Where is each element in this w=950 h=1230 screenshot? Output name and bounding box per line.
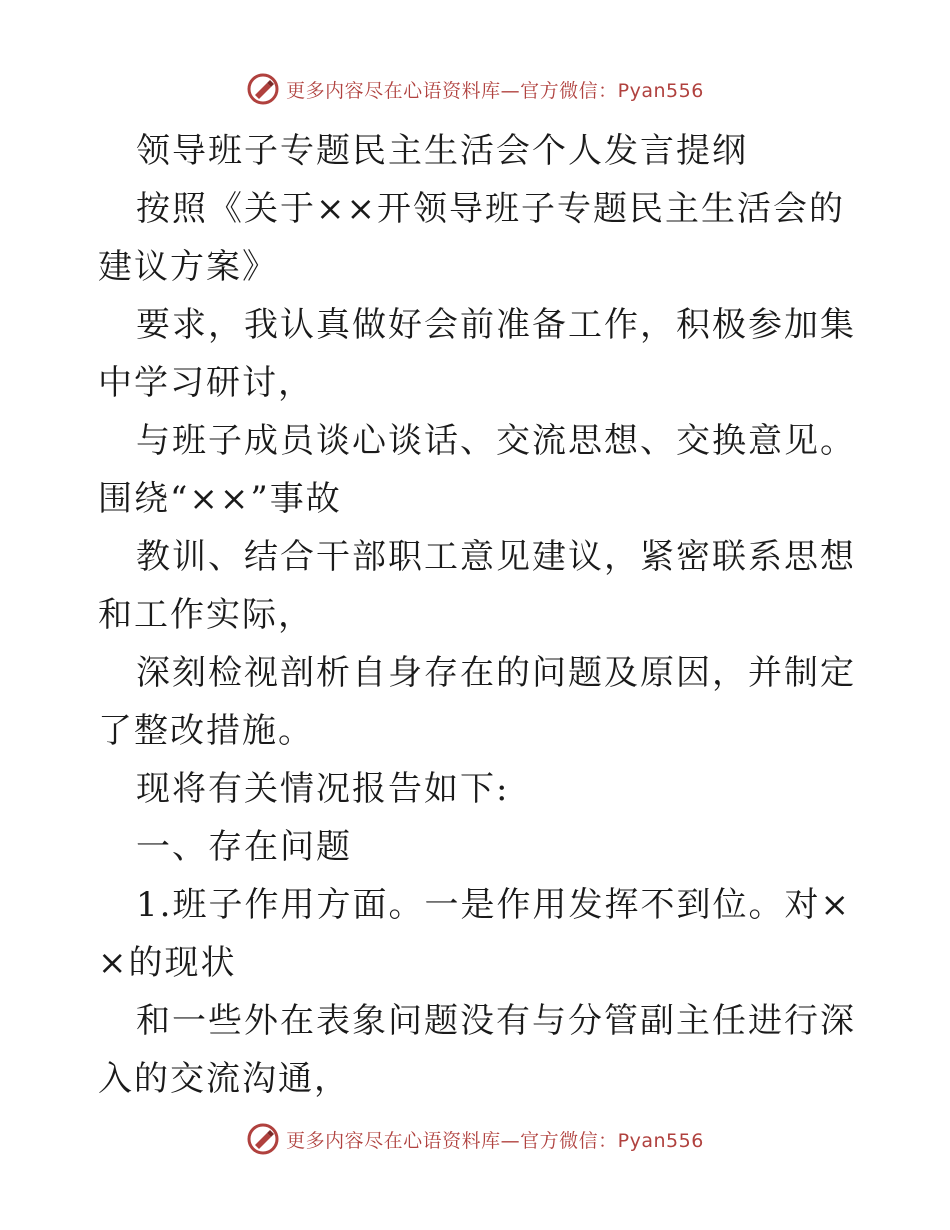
brand-logo-icon	[246, 72, 280, 106]
paragraph: 教训、结合干部职工意见建议，紧密联系思想和工作实际，	[98, 537, 856, 635]
watermark-text: 更多内容尽在心语资料库—官方微信：Pyan556	[286, 1129, 704, 1152]
brand-logo-icon	[246, 1122, 280, 1156]
paragraph: 和一些外在表象问题没有与分管副主任进行深入的交流沟通，	[98, 1001, 856, 1099]
footer-watermark	[0, 1122, 950, 1156]
paragraph: 1.班子作用方面。一是作用发挥不到位。对××的现状	[98, 885, 851, 983]
paragraph: 现将有关情况报告如下:	[136, 769, 510, 809]
document-body	[98, 122, 858, 1108]
header-watermark	[0, 72, 950, 106]
paragraph: 按照《关于××开领导班子专题民主生活会的建议方案》	[98, 189, 845, 287]
document-title: 领导班子专题民主生活会个人发言提纲	[136, 131, 748, 171]
section-heading: 一、存在问题	[136, 827, 352, 867]
watermark-text: 更多内容尽在心语资料库—官方微信：Pyan556	[286, 79, 704, 102]
paragraph: 要求，我认真做好会前准备工作，积极参加集中学习研讨，	[98, 305, 856, 403]
paragraph: 深刻检视剖析自身存在的问题及原因，并制定了整改措施。	[98, 653, 856, 751]
paragraph: 与班子成员谈心谈话、交流思想、交换意见。围绕“××”事故	[98, 421, 856, 519]
